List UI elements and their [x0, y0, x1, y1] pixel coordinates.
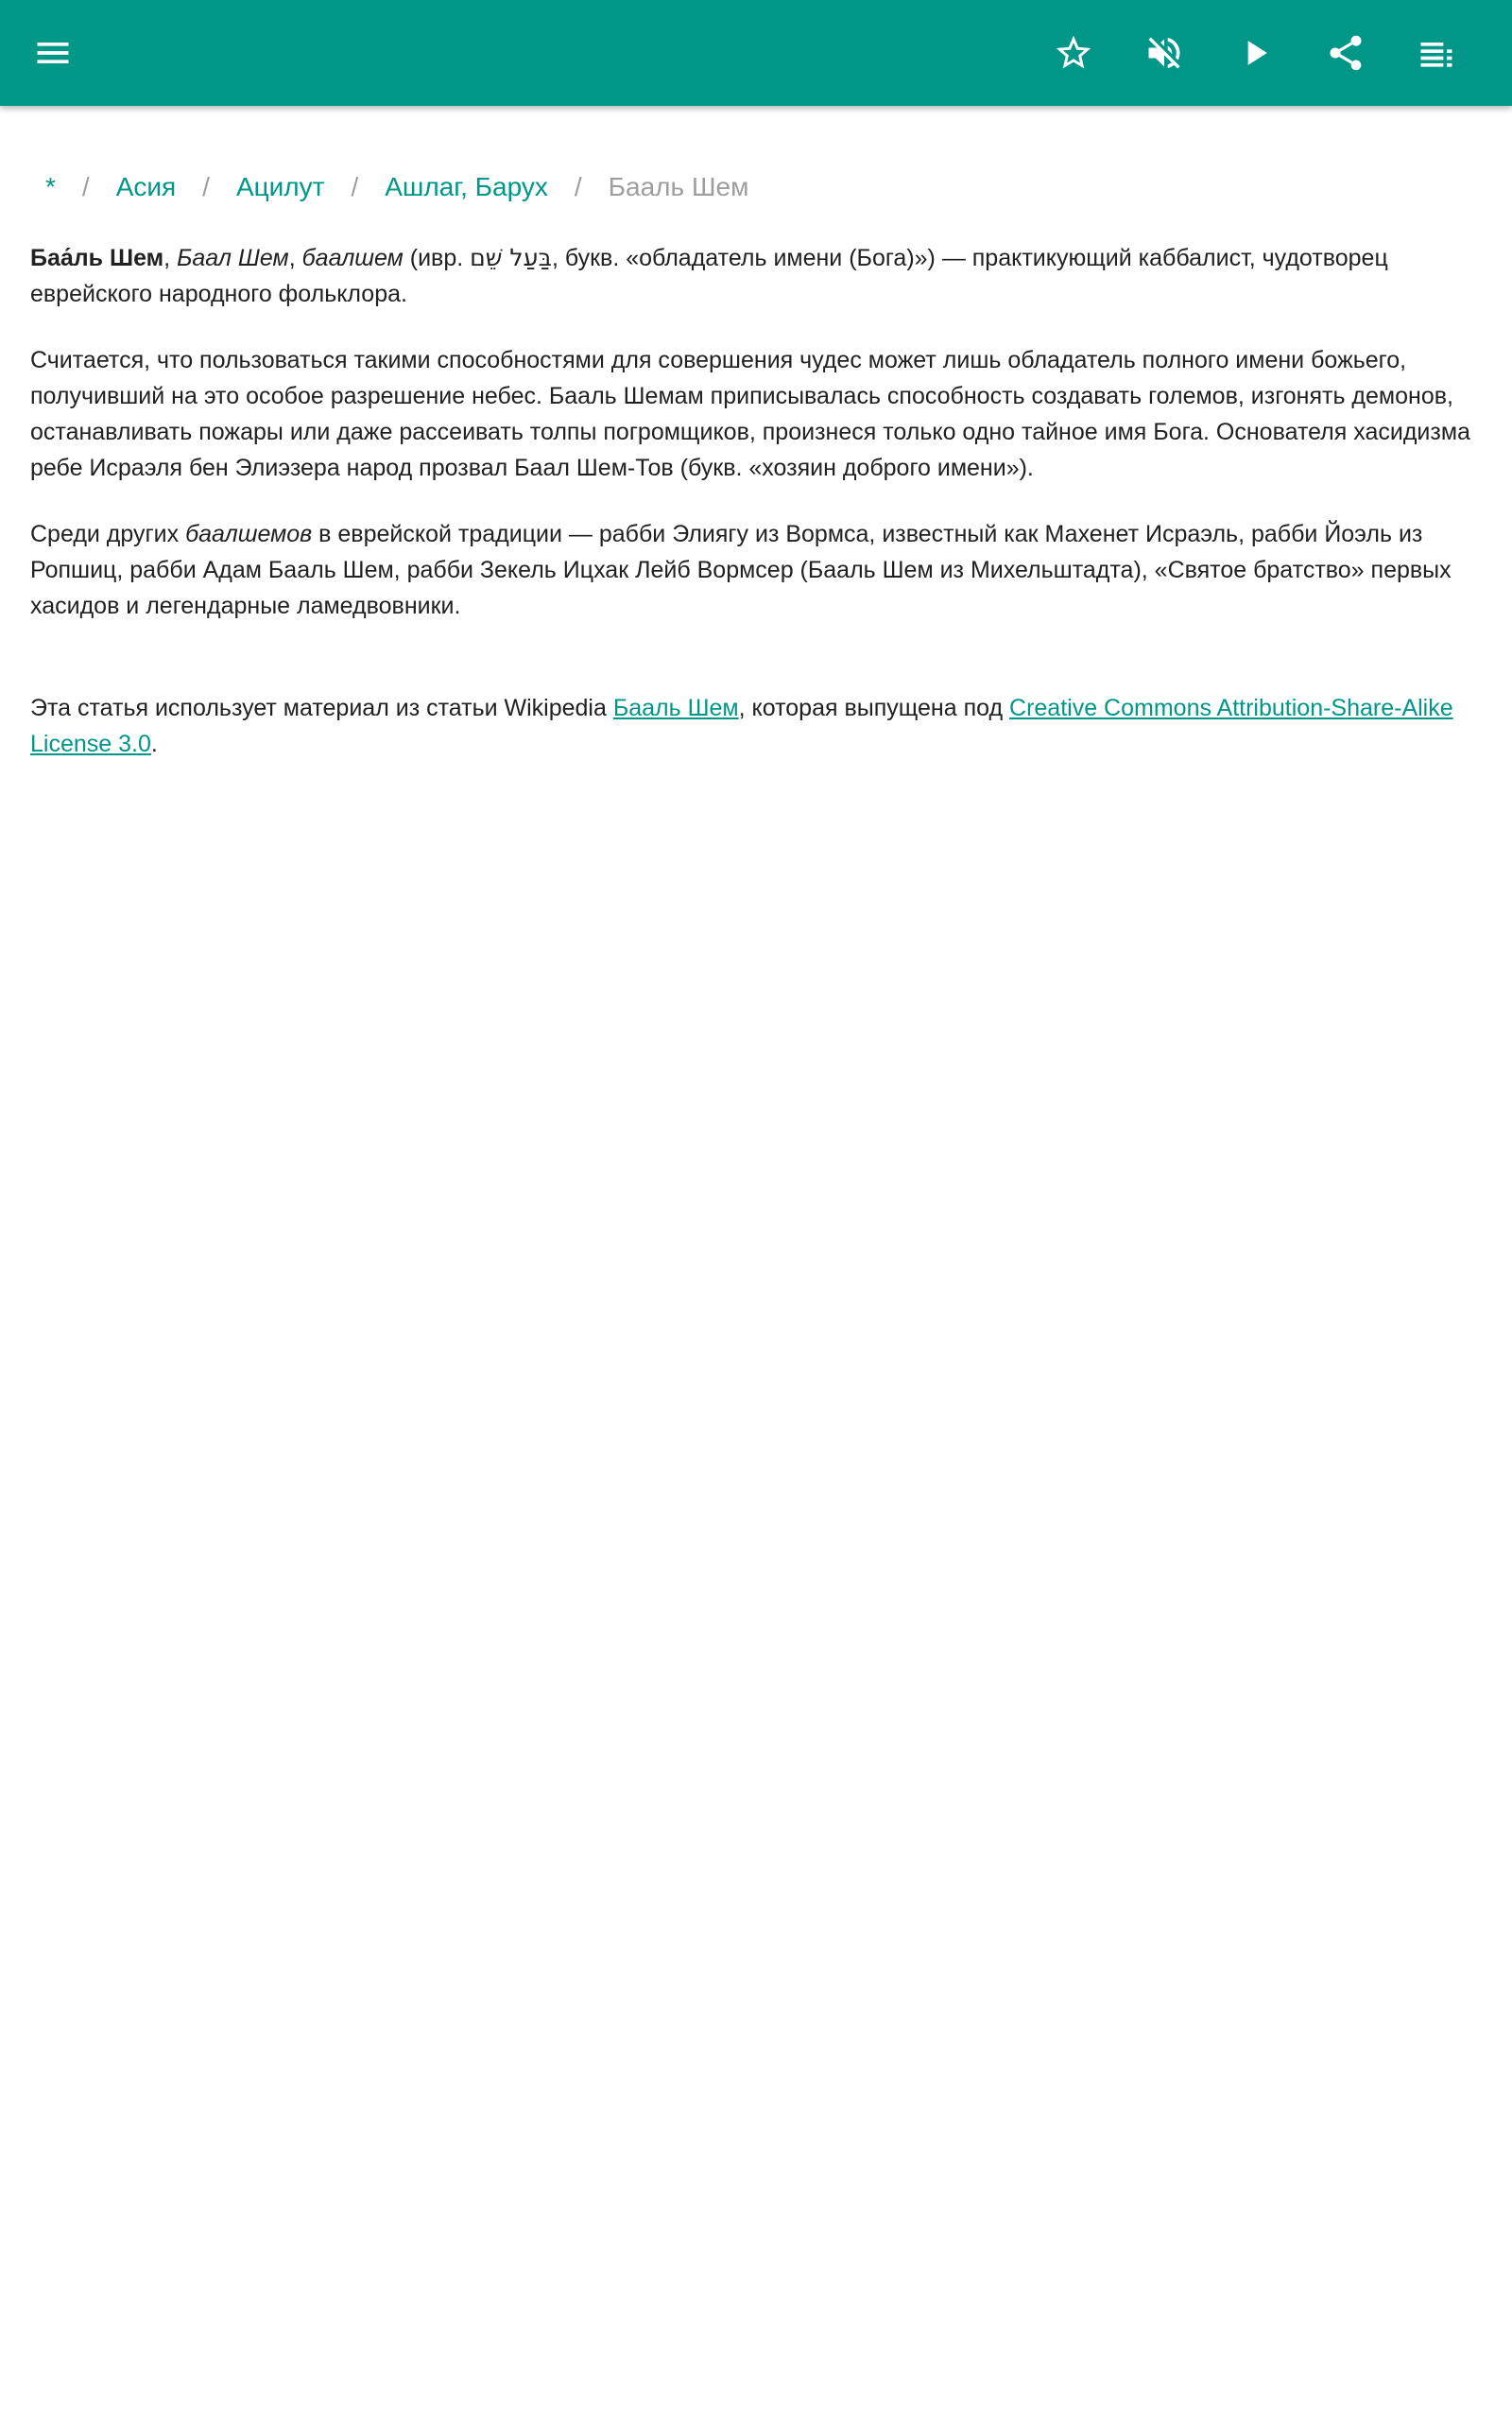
hebrew-term: בַּעַל שֵׁם — [470, 244, 552, 271]
breadcrumb — [45, 168, 748, 206]
article-paragraph-intro — [30, 240, 1486, 312]
emphasis-term: баалшемов — [185, 521, 313, 547]
play-icon — [1234, 32, 1276, 74]
menu-icon — [32, 32, 74, 74]
breadcrumb-item-root[interactable]: * — [45, 172, 56, 201]
article-paragraph-3 — [30, 516, 1486, 624]
text-fragment: , которая выпущена под — [738, 695, 1010, 721]
text-fragment: , — [288, 245, 302, 271]
breadcrumb-item-asiya[interactable]: Асия — [115, 172, 177, 201]
breadcrumb-separator: / — [574, 172, 582, 201]
article-paragraph-2: Считается, что пользоваться такими способностями для совершения чудес может лишь обладатель полного имени божьего, получивший на это особое разрешение небес. Бааль Шемам приписывалась способность создавать големов, изгонять демонов, останавливать пожары или даже рассеивать толпы погромщиков, произнеся только одно тайное имя Бога. Основателя хасидизма ребе Исраэля бен Элиэзера народ прозвал Баал Шем-Тов (букв. «хозяин доброго имени»). — [30, 347, 1470, 481]
text-fragment: Среди других — [30, 521, 186, 547]
playlist-icon — [1416, 32, 1457, 74]
app-bar — [0, 0, 1512, 106]
breadcrumb-current: Бааль Шем — [608, 172, 749, 201]
breadcrumb-separator: / — [81, 172, 90, 201]
menu-button[interactable] — [26, 26, 79, 79]
alt-name-2: баалшем — [301, 245, 404, 271]
license-link[interactable]: Creative Commons Attribution-Share-Alike License 3.0 — [30, 695, 1453, 757]
article-body — [30, 240, 1486, 792]
breadcrumb-item-atsilut[interactable]: Ацилут — [235, 172, 325, 201]
text-fragment: , — [163, 245, 178, 271]
breadcrumb-item-ashlag[interactable]: Ашлаг, Барух — [385, 172, 548, 201]
share-icon — [1325, 32, 1366, 74]
text-fragment: , букв. «обладатель имени (Бога)») — практикующий каббалист, чудотворец еврейского народного фольклора. — [30, 245, 1388, 307]
star-outline-icon — [1053, 32, 1094, 74]
alt-name-1: Баал Шем — [177, 245, 289, 271]
share-button[interactable] — [1319, 26, 1372, 79]
wikipedia-article-link[interactable]: Бааль Шем — [612, 695, 739, 721]
text-fragment: Эта статья использует материал из статьи Wikipedia — [30, 695, 613, 721]
text-fragment: (ивр. — [403, 245, 471, 271]
mute-button[interactable] — [1138, 26, 1191, 79]
breadcrumb-separator: / — [351, 172, 359, 201]
text-fragment: в еврейской традиции — рабби Элиягу из Вормса, известный как Махенет Исраэль, рабби Йоэль из Ропшиц, рабби Адам Бааль Шем, рабби Зекель Ицхак Лейб Вормсер (Бааль Шем из Михельштадта), «Святое братство» первых хасидов и легендарные ламедвовники. — [30, 521, 1452, 619]
play-button[interactable] — [1228, 26, 1281, 79]
article-title-term: Баа́ль Шем — [30, 245, 164, 271]
breadcrumb-separator: / — [202, 172, 210, 201]
attribution-note — [30, 690, 1486, 762]
volume-off-icon — [1143, 32, 1185, 74]
playlist-button[interactable] — [1410, 26, 1463, 79]
text-fragment: . — [150, 731, 158, 757]
bookmark-button[interactable] — [1047, 26, 1100, 79]
